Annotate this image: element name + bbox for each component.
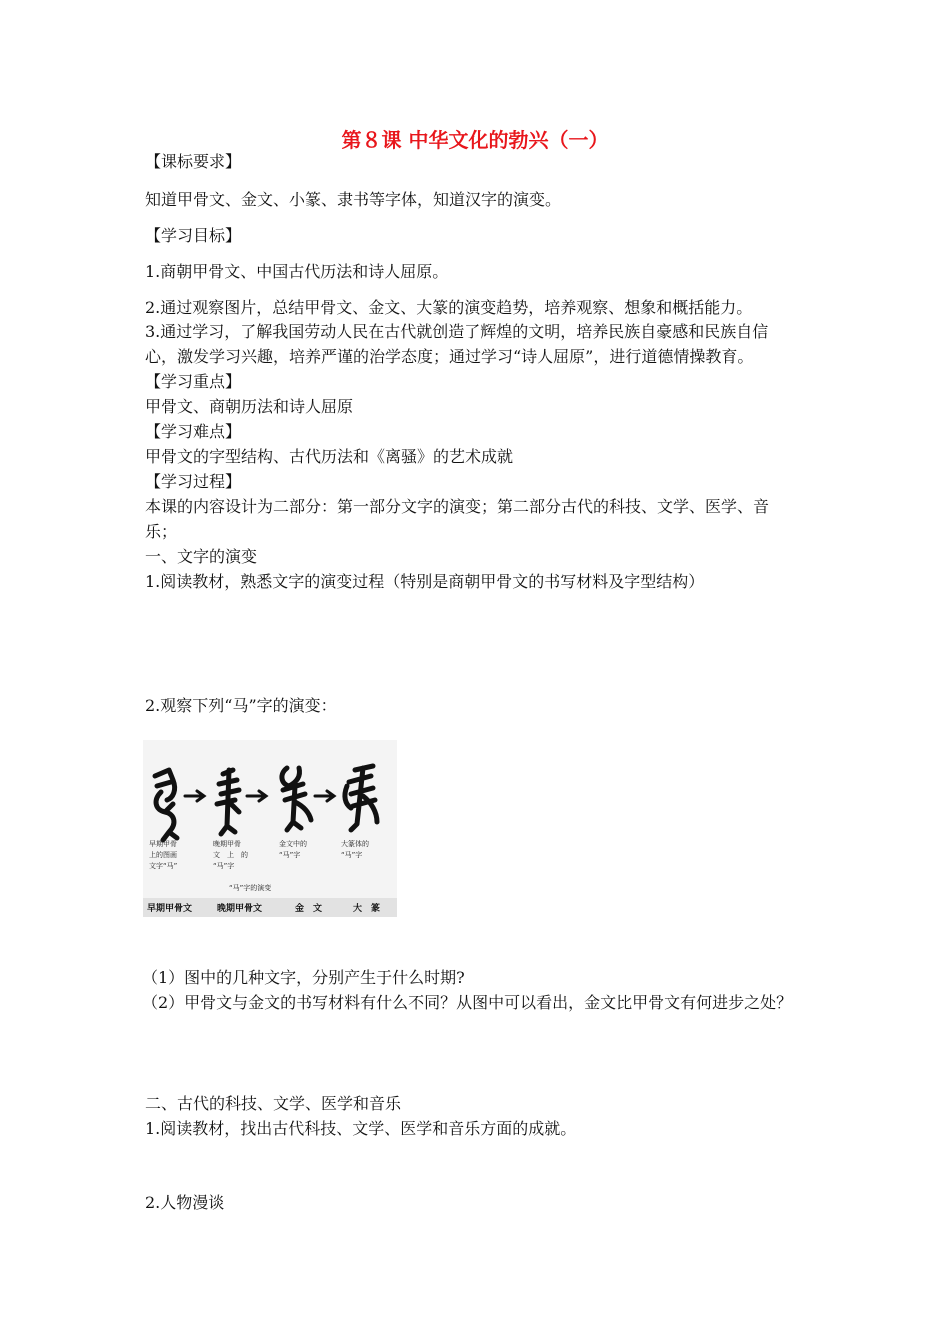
horse-character-evolution-figure: [143, 740, 397, 917]
paragraph: 1.商朝甲骨文、中国古代历法和诗人屈原。: [145, 262, 449, 281]
paragraph: 3.通过学习，了解我国劳动人民在古代就创造了辉煌的文明，培养民族自豪感和民族自信: [145, 322, 769, 341]
section-heading-difficulties: 【学习难点】: [145, 422, 242, 441]
paragraph: 2.人物漫谈: [145, 1193, 225, 1212]
arrow-icon: [185, 791, 204, 801]
section-heading-part-one: 一、文字的演变: [145, 547, 258, 566]
paragraph: 2.通过观察图片，总结甲骨文、金文、大篆的演变趋势，培养观察、想象和概括能力。: [145, 298, 753, 317]
arrow-icon: [247, 791, 266, 801]
figure-caption: “马”字: [341, 851, 363, 859]
arrow-icon: [315, 791, 334, 801]
section-heading-curriculum: 【课标要求】: [145, 152, 242, 171]
paragraph: 1.阅读教材，找出古代科技、文学、医学和音乐方面的成就。: [145, 1119, 577, 1138]
early-oracle-horse-glyph: [155, 770, 177, 840]
paragraph: 甲骨文、商朝历法和诗人屈原: [145, 397, 354, 416]
figure-bottom-label: 大 篆: [353, 904, 381, 914]
paragraph: 本课的内容设计为二部分：第一部分文字的演变；第二部分古代的科技、文学、医学、音: [145, 497, 770, 516]
paragraph: 知道甲骨文、金文、小篆、隶书等字体，知道汉字的演变。: [145, 190, 562, 209]
section-heading-key-points: 【学习重点】: [145, 372, 242, 391]
figure-bottom-label: 金 文: [295, 904, 323, 914]
figure-caption: 金文中的: [279, 840, 307, 848]
paragraph: 乐；: [145, 522, 178, 541]
figure-caption: 早期甲骨: [149, 840, 177, 848]
paragraph: 心，激发学习兴趣，培养严谨的治学态度；通过学习“诗人屈原”，进行道德情操教育。: [145, 347, 754, 366]
figure-caption: 大篆体的: [341, 840, 369, 848]
figure-caption: 文字“马”: [149, 862, 178, 870]
question: （1）图中的几种文字，分别产生于什么时期?: [142, 968, 465, 987]
figure-caption: 晚期甲骨: [213, 840, 241, 848]
section-heading-process: 【学习过程】: [145, 472, 242, 491]
figure-caption: 上的图画: [149, 851, 177, 859]
paragraph: 1.阅读教材，熟悉文字的演变过程（特别是商朝甲骨文的书写材料及字型结构）: [145, 572, 705, 591]
paragraph: 甲骨文的字型结构、古代历法和《离骚》的艺术成就: [145, 447, 514, 466]
figure-title: “马”字的演变: [229, 884, 272, 892]
figure-caption: “马”字: [279, 851, 301, 859]
late-oracle-horse-glyph: [217, 770, 239, 834]
question: （2）甲骨文与金文的书写材料有什么不同？从图中可以看出，金文比甲骨文有何进步之处？: [142, 993, 793, 1012]
bronze-inscription-horse-glyph: [282, 768, 311, 830]
figure-caption: 文 上 的: [213, 851, 248, 859]
section-heading-part-two: 二、古代的科技、文学、医学和音乐: [145, 1094, 402, 1113]
figure-caption: “马”字: [213, 862, 235, 870]
paragraph: 2.观察下列“马”字的演变：: [145, 696, 337, 715]
large-seal-horse-glyph: [345, 766, 377, 830]
section-heading-objectives: 【学习目标】: [145, 226, 242, 245]
page-title: 第８课 中华文化的勃兴（一）: [341, 128, 609, 152]
figure-bottom-label: 早期甲骨文: [147, 904, 193, 914]
figure-bottom-label: 晚期甲骨文: [217, 904, 263, 914]
